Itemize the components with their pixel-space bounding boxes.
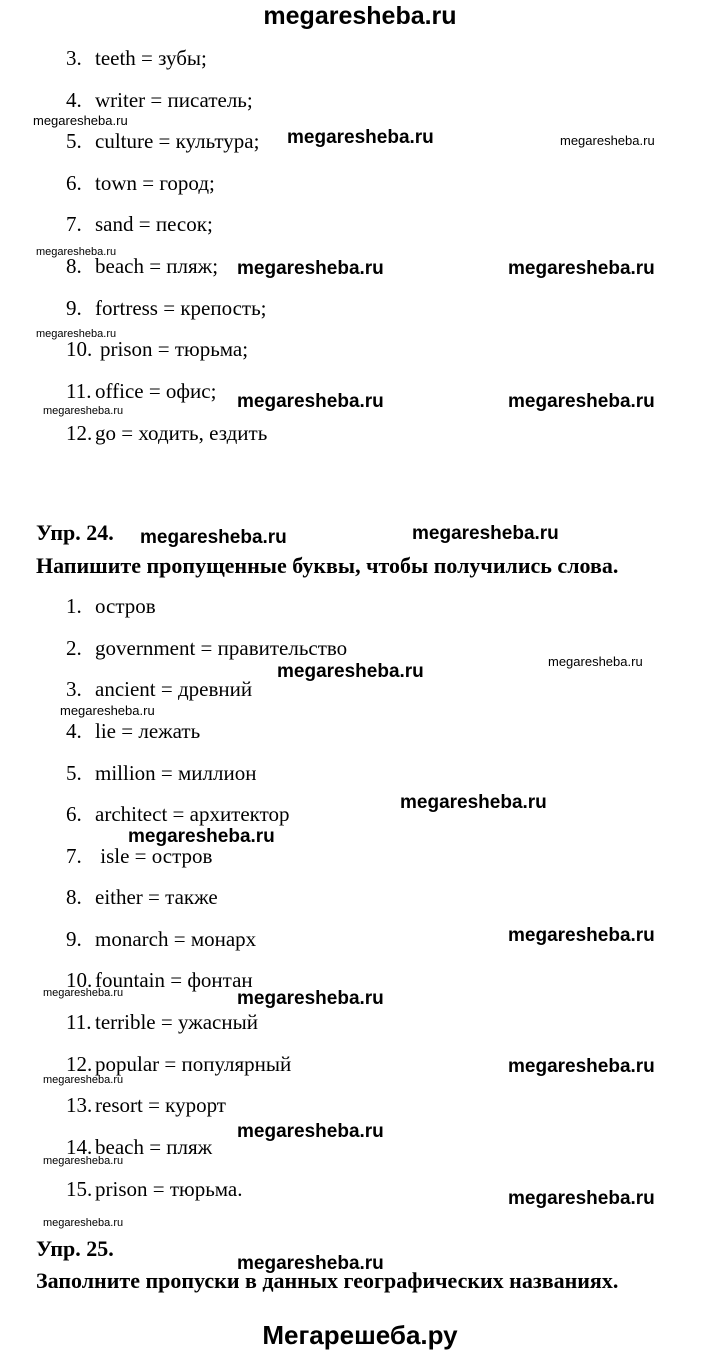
item-text: monarch = монарх [95, 927, 257, 951]
watermark: megaresheba.ru [36, 328, 117, 340]
list-item [66, 594, 156, 618]
watermark: megaresheba.ru [36, 246, 117, 258]
list-item [66, 379, 216, 403]
item-text: teeth = зубы; [95, 46, 207, 70]
item-number: 15. [66, 1177, 93, 1201]
watermark: megaresheba.ru [237, 258, 384, 279]
list-item [66, 1177, 243, 1201]
item-number: 6. [66, 171, 82, 195]
watermark: megaresheba.ru [43, 405, 124, 417]
watermark: megaresheba.ru [237, 988, 384, 1009]
list-item [66, 296, 267, 320]
watermark: megaresheba.ru [508, 1056, 655, 1077]
watermark: megaresheba.ru [277, 661, 424, 682]
watermark: megaresheba.ru [508, 391, 655, 412]
list-item [66, 636, 347, 660]
list-item [66, 1093, 226, 1117]
watermark: megaresheba.ru [400, 792, 547, 813]
list-item [66, 88, 253, 112]
exercise-25-task: Заполните пропуски в данных географических названиях. [36, 1268, 619, 1293]
item-number: 13. [66, 1093, 93, 1117]
item-number: 3. [66, 46, 82, 70]
watermark: megaresheba.ru [237, 391, 384, 412]
item-number: 9. [66, 927, 82, 951]
list-item [66, 1010, 258, 1034]
item-number: 4. [66, 719, 82, 743]
item-number: 7. [66, 844, 82, 868]
item-text: terrible = ужасный [95, 1010, 258, 1034]
item-number: 10. [66, 337, 93, 361]
item-text: lie = лежать [95, 719, 201, 743]
item-text: sand = песок; [95, 212, 213, 236]
item-text: architect = архитектор [95, 802, 290, 826]
exercise-25-title: Упр. 25. [36, 1236, 114, 1261]
watermark: megaresheba.ru [60, 703, 155, 718]
item-text: fortress = крепость; [95, 296, 267, 320]
watermark: megaresheba.ru [237, 1253, 384, 1274]
item-number: 10. [66, 968, 93, 992]
list-item [66, 1052, 291, 1076]
watermark: megaresheba.ru [237, 1121, 384, 1142]
watermark: megaresheba.ru [140, 527, 287, 548]
item-number: 8. [66, 885, 82, 909]
item-number: 4. [66, 88, 82, 112]
watermark: megaresheba.ru [43, 1155, 124, 1167]
list-item [66, 719, 200, 743]
item-text: ancient = древний [95, 677, 253, 701]
item-text: resort = курорт [95, 1093, 226, 1117]
item-number: 11. [66, 379, 92, 403]
item-text: beach = пляж; [95, 254, 219, 278]
exercise-24-task: Напишите пропущенные буквы, чтобы получились слова. [36, 553, 619, 578]
item-text: остров [95, 594, 156, 618]
exercise-24-title: Упр. 24. [36, 520, 114, 545]
item-number: 5. [66, 129, 82, 153]
list-item [66, 212, 213, 236]
item-text: popular = популярный [95, 1052, 292, 1076]
item-text: prison = тюрьма. [95, 1177, 243, 1201]
watermark: megaresheba.ru [412, 523, 559, 544]
list-item [66, 129, 259, 153]
item-number: 12. [66, 1052, 93, 1076]
watermark: megaresheba.ru [43, 1074, 124, 1086]
item-number: 8. [66, 254, 82, 278]
watermark: megaresheba.ru [508, 1188, 655, 1209]
watermark: megaresheba.ru [128, 826, 275, 847]
watermark: megaresheba.ru [560, 133, 655, 148]
item-text: beach = пляж [95, 1135, 213, 1159]
list-item [66, 761, 256, 785]
site-footer: Мегарешеба.ру [262, 1320, 458, 1350]
item-number: 11. [66, 1010, 92, 1034]
item-text: isle = остров [95, 844, 213, 868]
item-number: 2. [66, 636, 82, 660]
item-number: 7. [66, 212, 82, 236]
list-item [66, 171, 215, 195]
item-text: culture = культура; [95, 129, 260, 153]
item-text: government = правительство [95, 636, 348, 660]
item-text: fountain = фонтан [95, 968, 253, 992]
item-number: 3. [66, 677, 82, 701]
item-text: office = офис; [95, 379, 217, 403]
watermark: megaresheba.ru [508, 258, 655, 279]
list-item [66, 885, 218, 909]
item-text: go = ходить, ездить [95, 421, 268, 445]
item-text: town = город; [95, 171, 215, 195]
watermark: megaresheba.ru [43, 987, 124, 999]
item-text: prison = тюрьма; [100, 337, 249, 361]
watermark: megaresheba.ru [43, 1217, 124, 1229]
item-text: either = также [95, 885, 218, 909]
site-header: megaresheba.ru [263, 2, 457, 30]
watermark: megaresheba.ru [508, 925, 655, 946]
list-item [66, 421, 267, 445]
list-item [66, 46, 207, 70]
watermark: megaresheba.ru [287, 127, 434, 148]
item-number: 1. [66, 594, 82, 618]
list-item [66, 802, 290, 826]
item-number: 14. [66, 1135, 93, 1159]
watermark: megaresheba.ru [33, 113, 128, 128]
list-item [66, 337, 248, 361]
item-number: 9. [66, 296, 82, 320]
watermark: megaresheba.ru [548, 654, 643, 669]
item-number: 5. [66, 761, 82, 785]
item-number: 12. [66, 421, 93, 445]
list-item [66, 677, 252, 701]
list-item [66, 927, 256, 951]
item-text: million = миллион [95, 761, 257, 785]
item-text: writer = писатель; [95, 88, 253, 112]
item-number: 6. [66, 802, 82, 826]
